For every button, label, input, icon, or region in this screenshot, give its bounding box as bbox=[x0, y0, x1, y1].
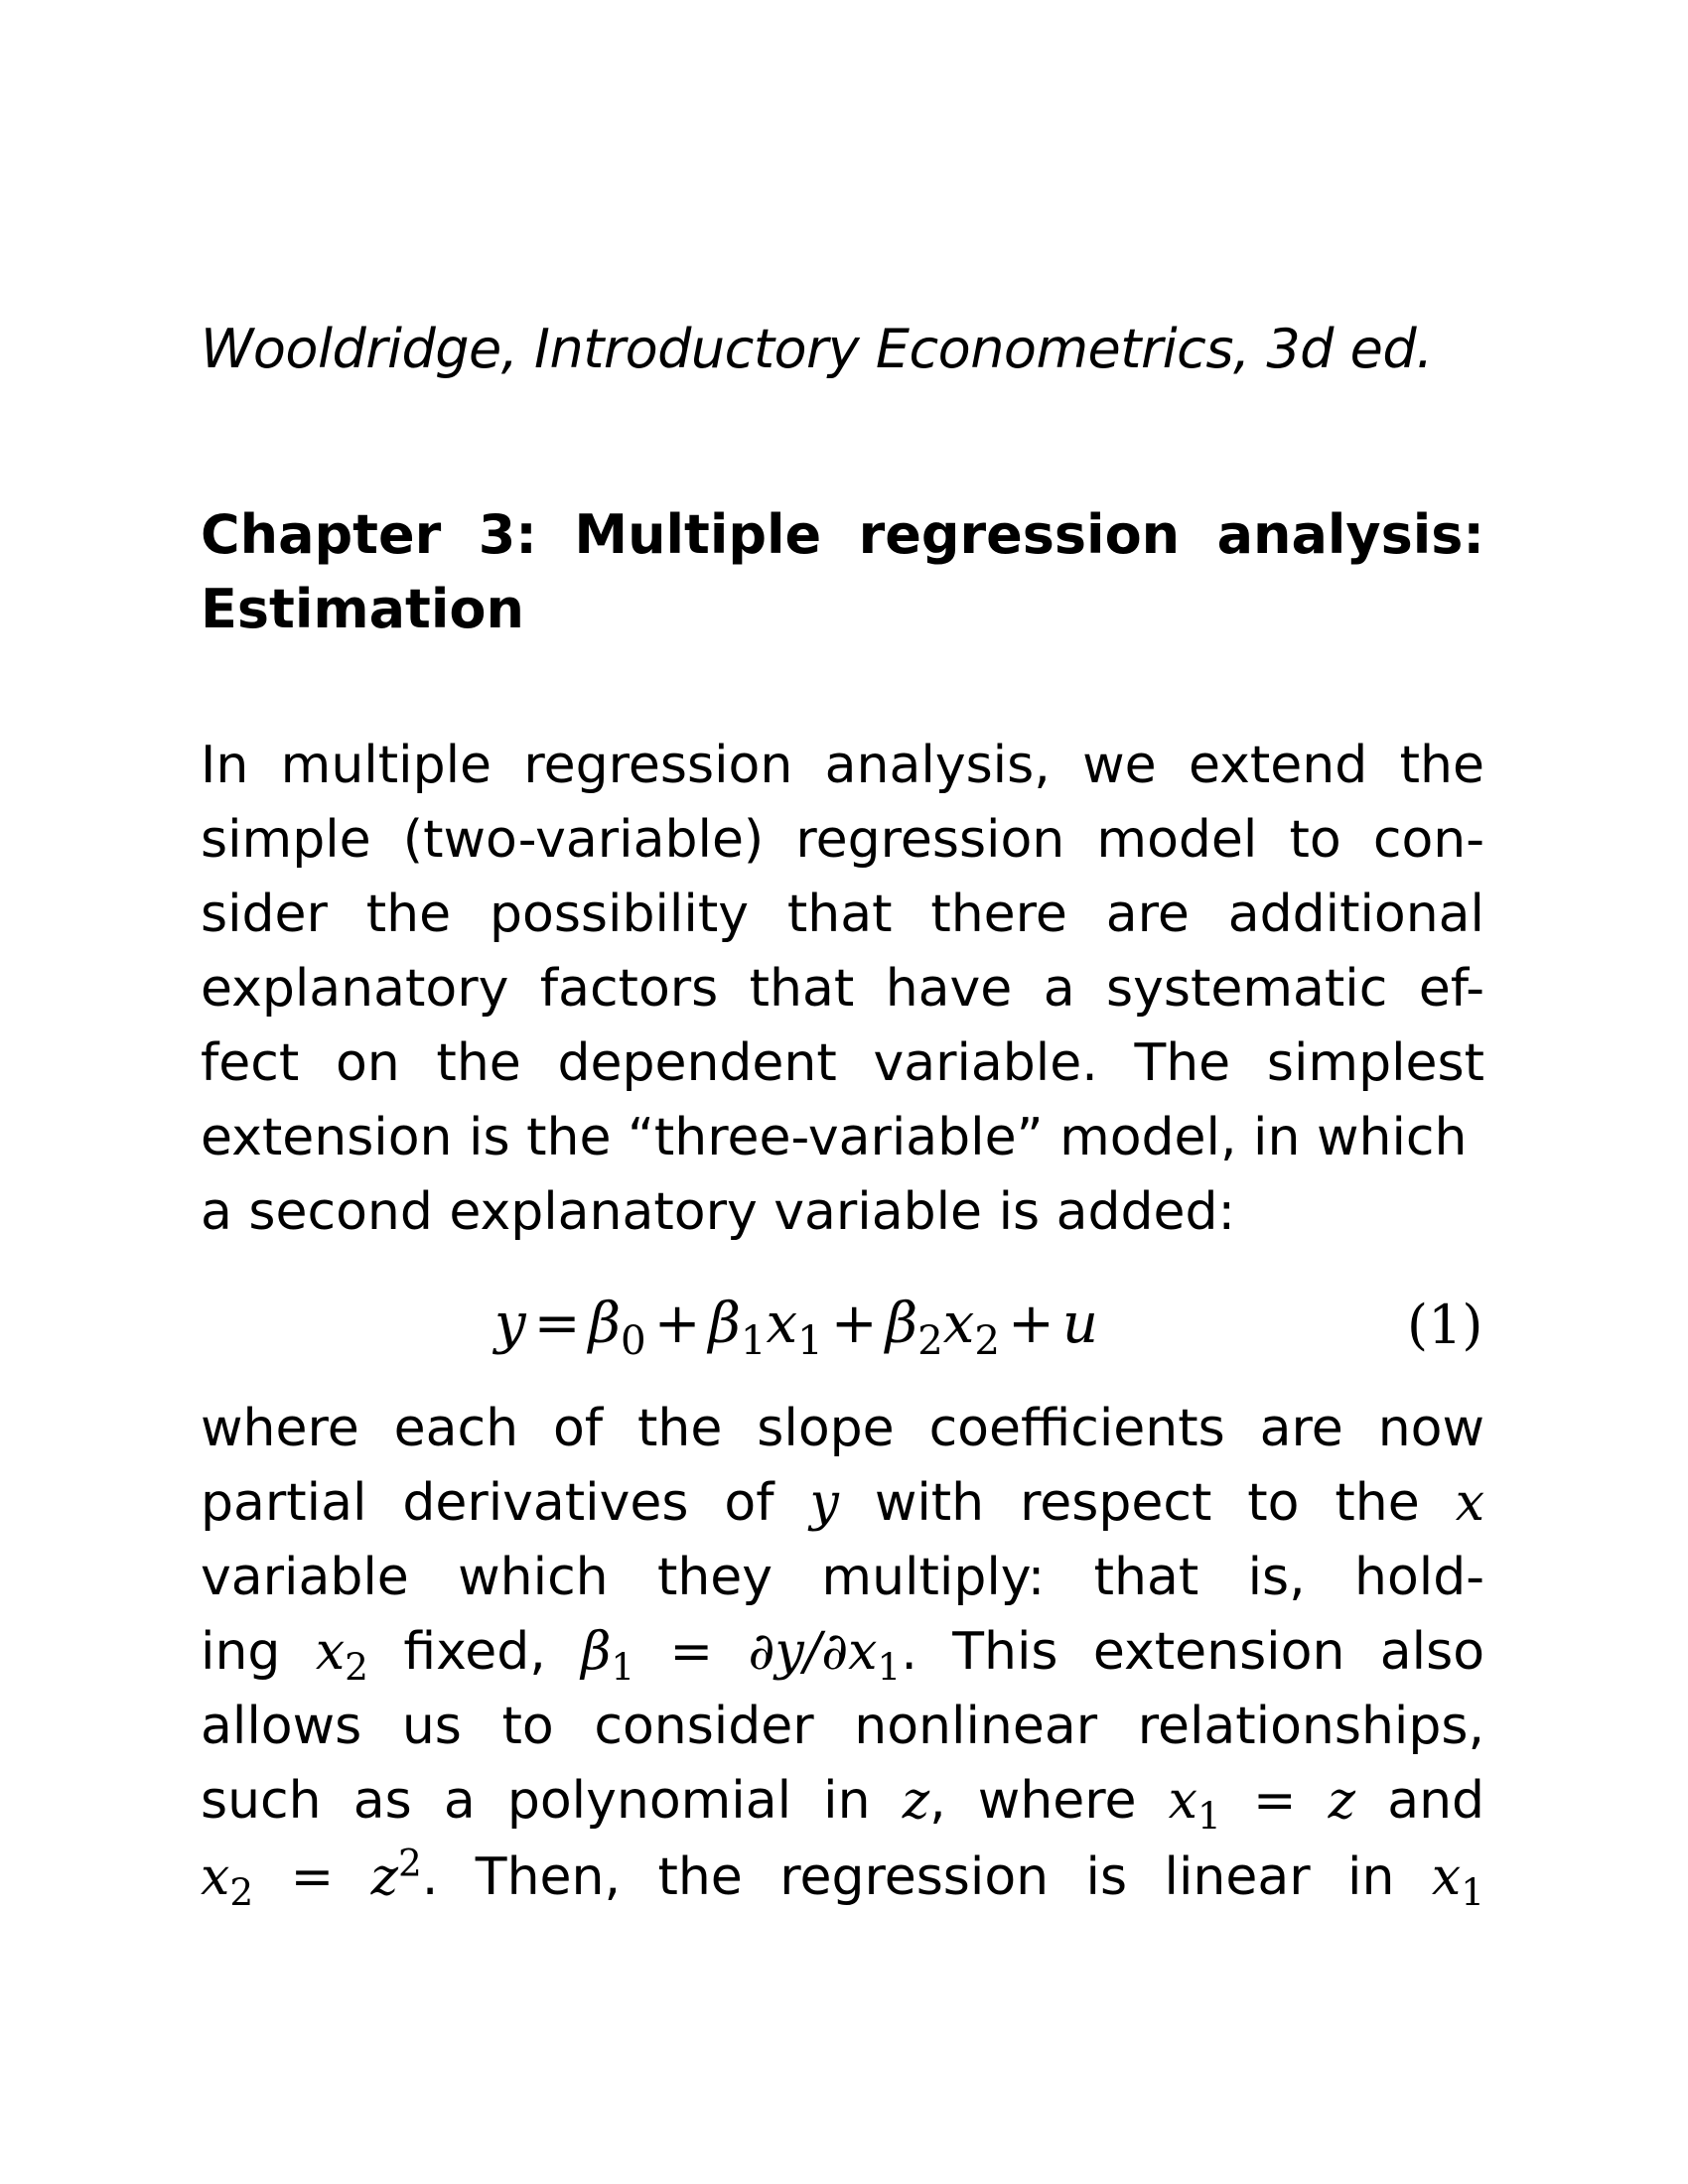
eq-y: y bbox=[494, 1292, 526, 1356]
chapter-title-line-1: Chapter 3: Multiple regression analysis: bbox=[201, 503, 1484, 566]
text-run: . This extension also bbox=[901, 1622, 1485, 1682]
paragraph-line: variable which they multiply: that is, hold- bbox=[201, 1548, 1484, 1607]
math-sub: 1 bbox=[1461, 1870, 1485, 1915]
eq-beta2: β bbox=[885, 1292, 918, 1356]
text-run: with respect to the bbox=[874, 1473, 1420, 1533]
math-y: y bbox=[809, 1473, 839, 1533]
paragraph-line: explanatory factors that have a systematic ef- bbox=[201, 959, 1484, 1019]
eq-x2: x bbox=[942, 1292, 975, 1356]
eq-plus: + bbox=[653, 1292, 701, 1356]
text-run: such as a polynomial in bbox=[201, 1771, 871, 1831]
math-x2: x bbox=[315, 1622, 346, 1682]
math-z: z bbox=[1328, 1771, 1356, 1831]
book-citation: Wooldridge, Introductory Econometrics, 3d ed. bbox=[201, 318, 1433, 380]
math-partial-derivative: = ∂y/∂x bbox=[669, 1622, 878, 1682]
text-run: and bbox=[1387, 1771, 1485, 1831]
math-equals: = bbox=[290, 1847, 335, 1907]
paragraph-line bbox=[201, 1473, 1485, 1533]
eq-equals: = bbox=[533, 1292, 581, 1356]
paragraph-line: allows us to consider nonlinear relationships, bbox=[201, 1697, 1484, 1756]
eq-beta0: β bbox=[588, 1292, 621, 1356]
paragraph-line: simple (two-variable) regression model to con- bbox=[201, 810, 1484, 870]
eq-sub: 0 bbox=[620, 1317, 646, 1365]
text-run: , where bbox=[929, 1771, 1137, 1831]
math-x: x bbox=[1455, 1473, 1485, 1533]
paragraph-line bbox=[201, 1622, 1485, 1690]
math-sub: 2 bbox=[229, 1870, 254, 1915]
chapter-title-line-2: Estimation bbox=[201, 578, 524, 640]
paragraph-line: In multiple regression analysis, we extend the bbox=[201, 736, 1484, 795]
paragraph-line: where each of the slope coefficients are now bbox=[201, 1399, 1484, 1458]
math-beta1: β bbox=[581, 1622, 612, 1682]
eq-sub: 2 bbox=[974, 1317, 1000, 1365]
eq-x1: x bbox=[766, 1292, 798, 1356]
equation-1 bbox=[494, 1292, 1098, 1365]
math-sub: 1 bbox=[877, 1645, 902, 1690]
eq-sub: 1 bbox=[797, 1317, 823, 1365]
eq-beta1: β bbox=[708, 1292, 741, 1356]
math-sup: 2 bbox=[398, 1841, 422, 1885]
math-sub: 1 bbox=[1196, 1794, 1221, 1839]
paragraph-line: extension is the “three-variable” model, in which bbox=[201, 1108, 1468, 1167]
paragraph-line: fect on the dependent variable. The simplest bbox=[201, 1033, 1484, 1093]
equation-number: (1) bbox=[1407, 1294, 1483, 1356]
text-run: . Then, the regression is linear in bbox=[421, 1847, 1395, 1907]
paragraph-line: sider the possibility that there are additional bbox=[201, 885, 1484, 944]
math-sub: 2 bbox=[345, 1645, 368, 1690]
math-x1: x bbox=[1168, 1771, 1197, 1831]
eq-plus: + bbox=[830, 1292, 878, 1356]
math-z: z bbox=[902, 1771, 930, 1831]
paragraph-line bbox=[201, 1771, 1485, 1839]
text-run: partial derivatives of bbox=[201, 1473, 774, 1533]
eq-sub: 1 bbox=[740, 1317, 767, 1365]
eq-u: u bbox=[1061, 1292, 1098, 1356]
paragraph-line bbox=[201, 1841, 1485, 1915]
math-equals: = bbox=[1252, 1771, 1297, 1831]
math-sub: 1 bbox=[611, 1645, 635, 1690]
text-run: ing bbox=[201, 1622, 281, 1682]
eq-sub: 2 bbox=[917, 1317, 943, 1365]
eq-plus: + bbox=[1008, 1292, 1055, 1356]
paragraph-line: a second explanatory variable is added: bbox=[201, 1182, 1236, 1242]
text-run: fixed, bbox=[403, 1622, 546, 1682]
math-z: z bbox=[370, 1847, 399, 1907]
math-x2: x bbox=[201, 1847, 230, 1907]
math-x1: x bbox=[1431, 1847, 1462, 1907]
